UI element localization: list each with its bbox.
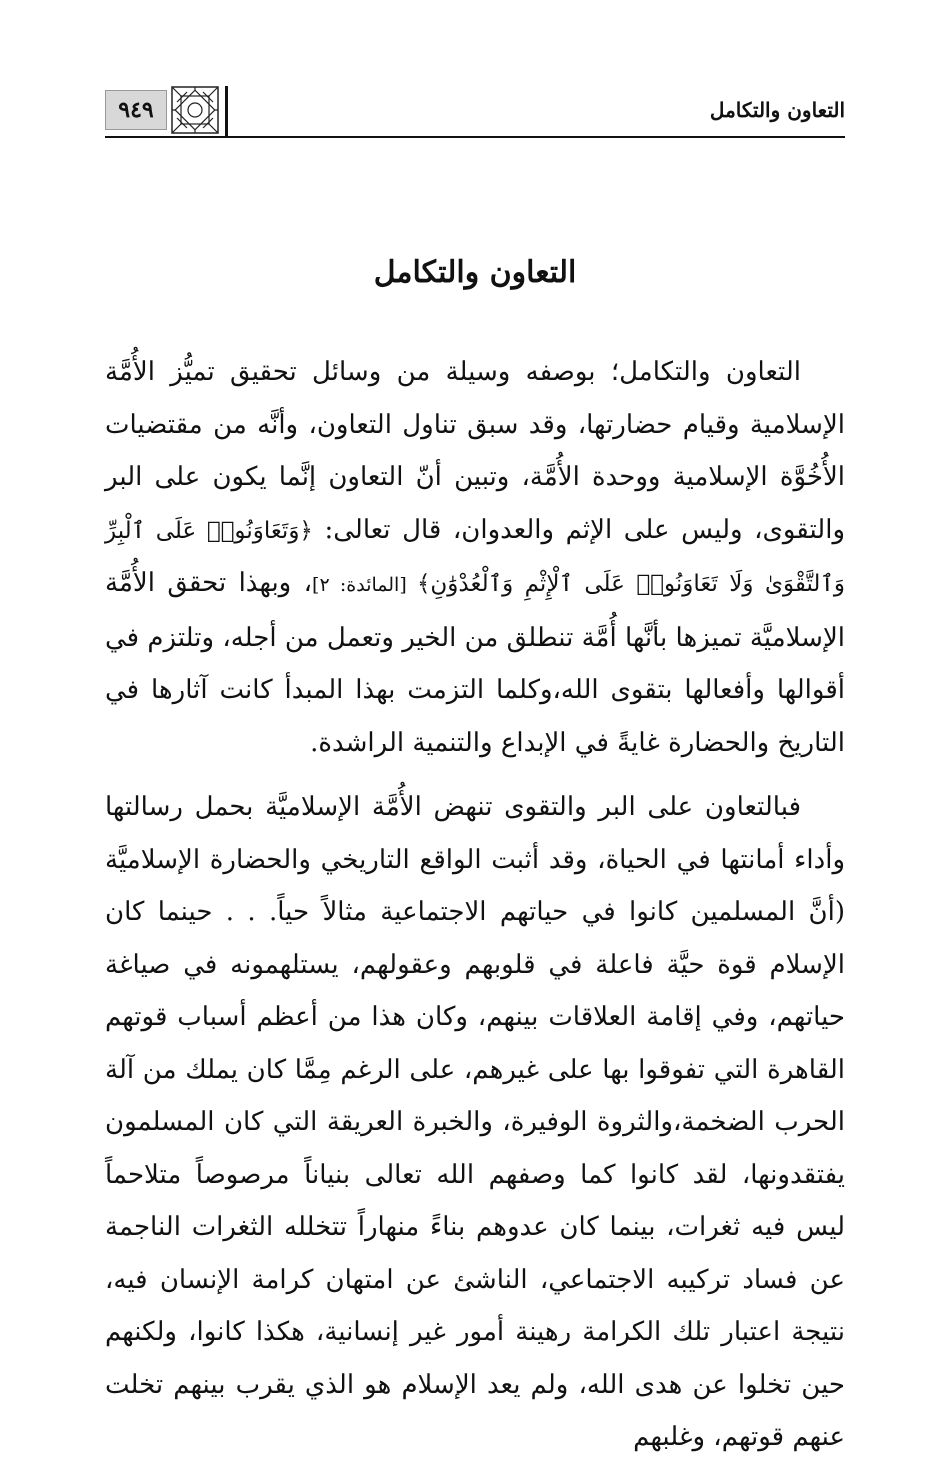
- paragraph-1-intro: التعاون والتكامل؛ بوصفه وسيلة من وسائل تحقيق تميُّز الأُمَّة الإسلامية وقيام حضارتها، وقد سبق تناول التعاون، وأنَّه من مقتضيات الأُخُوَّة الإسلامية ووحدة الأُمَّة، وتبين أنّ التعاون إنَّما يكون على البر والتقوى، وليس على الإثم والعدوان، قال تعالى:: [105, 357, 845, 545]
- quran-verse: ﴿وَتَعَاوَنُوا۟ عَلَى ٱلْبِرِّ وَٱلتَّقْوَىٰ وَلَا تَعَاوَنُوا۟ عَلَى ٱلْإِثْمِ وَٱلْعُدْوَٰنِ﴾: [105, 517, 846, 597]
- running-title: التعاون والتكامل: [709, 98, 845, 122]
- header-divider: [225, 86, 228, 138]
- paragraph-2: فبالتعاون على البر والتقوى تنهض الأُمَّة الإسلاميَّة بحمل رسالتها وأداء أمانتها في الحياة، وقد أثبت الواقع التاريخي والحضارة الإسلاميَّة (أنَّ المسلمين كانوا في حياتهم الاجتماعية مثالاً حياً. . . حينما كان الإسلام قوة حيَّة فاعلة في قلوبهم وعقولهم، يستلهمونه في صياغة حياتهم، وفي إقامة العلاقات بينهم، وكان هذا من أعظم أسباب قوتهم القاهرة التي تفوقوا بها على غيرهم، على الرغم مِمَّا كان يملك من آلة الحرب الضخمة،والثروة الوفيرة، والخبرة العريقة التي كان المسلمون يفتقدونها، لقد كانوا كما وصفهم الله تعالى بنياناً مرصوصاً متلاحماً ليس فيه ثغرات، بينما كان عدوهم بناءً منهاراً تتخلله الثغرات الناجمة عن فساد تركيبه الاجتماعي، الناشئ عن امتهان كرامة الإنسان فيه، نتيجة اعتبار تلك الكرامة رهينة أمور غير إنسانية، هكذا كانوا، ولكنهم حين تخلوا عن هدى الله، ولم يعد الإسلام هو الذي يقرب بينهم تخلت عنهم قوتهم، وغلبهم: [105, 792, 845, 1452]
- chapter-title: التعاون والتكامل: [373, 255, 577, 290]
- paragraph-1: [105, 346, 845, 769]
- header-rule: [105, 136, 845, 138]
- page-number: ٩٤٩: [105, 90, 167, 130]
- geometric-ornament-icon: [171, 86, 219, 134]
- running-header: [105, 82, 845, 138]
- paragraph-1-continuation: ، وبهذا تحقق الأُمَّة الإسلاميَّة تميزها بأنَّها أُمَّة تنطلق من الخير وتعمل من أجله، وتلتزم في أقوالها وأفعالها بتقوى الله،وكلما التزمت بهذا المبدأ كانت آثارها في التاريخ والحضارة غايةً في الإبداع والتنمية الراشدة.: [105, 568, 845, 758]
- body-text: [105, 346, 845, 1464]
- verse-citation: [المائدة: ٢]: [312, 574, 417, 596]
